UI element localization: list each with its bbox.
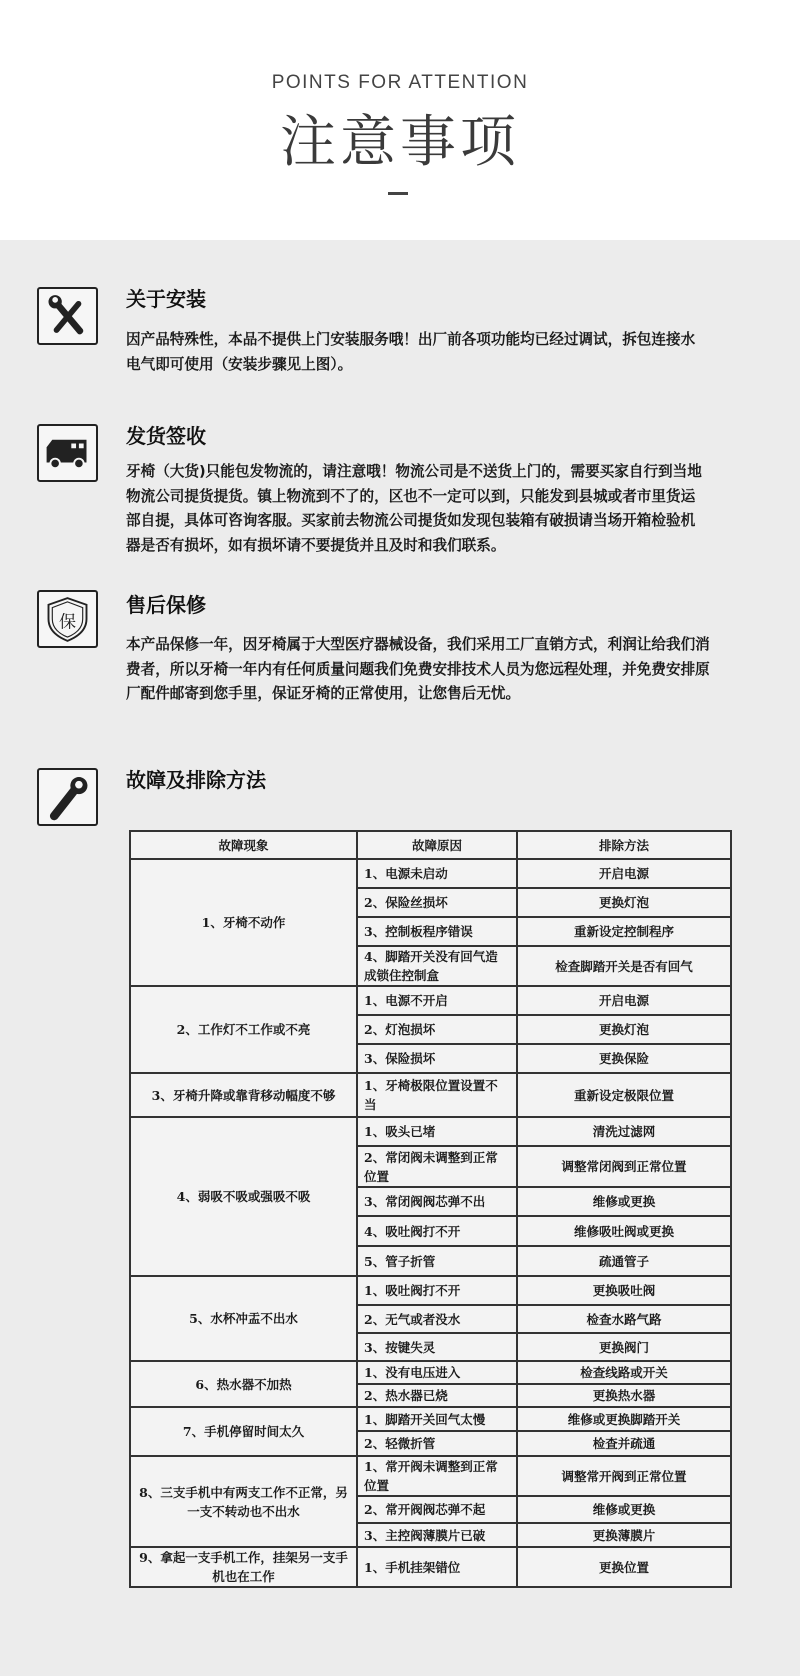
solution-cell: 疏通管子 — [517, 1246, 731, 1276]
cause-cell: 2、热水器已烧 — [357, 1384, 517, 1407]
solution-cell: 检查水路气路 — [517, 1305, 731, 1333]
solution-cell: 检查线路或开关 — [517, 1361, 731, 1384]
text-line: 部自提，具体可咨询客服。买家前去物流公司提货如发现包装箱有破损请当场开箱检验机 — [126, 512, 696, 529]
text-line: 物流公司提货提货。镇上物流到不了的，区也不一定可以到，只能发到县城或者市里货运 — [126, 487, 696, 505]
cause-cell: 1、没有电压进入 — [357, 1361, 517, 1384]
table-row — [130, 1456, 731, 1496]
solution-cell: 调整常闭阀到正常位置 — [517, 1146, 731, 1187]
text-line: 费者，所以牙椅一年内有任何质量问题我们免费安排技术人员为您远程处理，并免费安排原 — [126, 660, 710, 678]
text-line: 牙椅（大货)只能包发物流的，请注意哦！物流公司是不送货上门的，需要买家自行到当地 — [126, 463, 702, 480]
solution-cell: 更换热水器 — [517, 1384, 731, 1407]
cause-cell: 2、轻微折管 — [357, 1431, 517, 1456]
page-subtitle: POINTS FOR ATTENTION — [271, 72, 529, 93]
troubleshooting-table — [129, 830, 732, 1588]
solution-cell: 更换保险 — [517, 1044, 731, 1073]
column-header-solution: 排除方法 — [517, 831, 731, 859]
symptom-cell: 9、拿起一支手机工作，挂架另一支手机也在工作 — [130, 1547, 357, 1587]
cause-cell: 1、吸头已堵 — [357, 1117, 517, 1146]
cause-cell: 2、常开阀阀芯弹不起 — [357, 1496, 517, 1523]
title-divider — [388, 192, 408, 195]
solution-cell: 维修或更换 — [517, 1187, 731, 1216]
cause-cell: 1、电源不开启 — [357, 986, 517, 1015]
table-row — [130, 1547, 731, 1587]
cause-cell: 3、常闭阀阀芯弹不出 — [357, 1187, 517, 1216]
table-row — [130, 859, 731, 888]
table-row — [130, 1407, 731, 1431]
section-title-installation: 关于安装 — [126, 287, 206, 311]
cause-cell: 4、吸吐阀打不开 — [357, 1216, 517, 1246]
solution-cell: 检查脚踏开关是否有回气 — [517, 946, 731, 986]
cause-cell: 4、脚踏开关没有回气造成锁住控制盒 — [357, 946, 517, 986]
text-line: 电气即可使用（安装步骤见上图）。 — [126, 355, 353, 373]
text-line: 因产品特殊性，本品不提供上门安装服务哦！出厂前各项功能均已经过调试，拆包连接水 — [126, 331, 696, 348]
solution-cell: 检查并疏通 — [517, 1431, 731, 1456]
table-row — [130, 986, 731, 1015]
text-line: 本产品保修一年，因牙椅属于大型医疗器械设备，我们采用工厂直销方式，利润让给我们消 — [126, 636, 710, 653]
cause-cell: 2、常闭阀未调整到正常位置 — [357, 1146, 517, 1187]
solution-cell: 更换吸吐阀 — [517, 1276, 731, 1305]
shield-icon — [37, 590, 98, 648]
symptom-cell: 7、手机停留时间太久 — [130, 1407, 357, 1456]
solution-cell: 重新设定控制程序 — [517, 917, 731, 946]
solution-cell: 维修或更换脚踏开关 — [517, 1407, 731, 1431]
cause-cell: 1、吸吐阀打不开 — [357, 1276, 517, 1305]
solution-cell: 更换阀门 — [517, 1333, 731, 1361]
symptom-cell: 2、工作灯不工作或不亮 — [130, 986, 357, 1073]
table-row — [130, 1117, 731, 1146]
section-title-shipping: 发货签收 — [126, 424, 206, 448]
cause-cell: 3、控制板程序错误 — [357, 917, 517, 946]
svg-text:保: 保 — [58, 612, 77, 633]
wrench-icon — [37, 768, 98, 826]
section-title-warranty: 售后保修 — [126, 593, 206, 617]
column-header-cause: 故障原因 — [357, 831, 517, 859]
solution-cell: 更换灯泡 — [517, 888, 731, 917]
text-line: 厂配件邮寄到您手里，保证牙椅的正常使用，让您售后无忧。 — [126, 685, 521, 702]
cause-cell: 1、牙椅极限位置设置不当 — [357, 1073, 517, 1117]
cause-cell: 3、主控阀薄膜片已破 — [357, 1523, 517, 1547]
solution-cell: 更换薄膜片 — [517, 1523, 731, 1547]
solution-cell: 开启电源 — [517, 986, 731, 1015]
solution-cell: 清洗过滤网 — [517, 1117, 731, 1146]
tools-icon — [37, 287, 98, 345]
cause-cell: 3、按键失灵 — [357, 1333, 517, 1361]
cause-cell: 2、灯泡损坏 — [357, 1015, 517, 1044]
cause-cell: 1、脚踏开关回气太慢 — [357, 1407, 517, 1431]
page-title: 注意事项 — [280, 110, 520, 175]
section-title-troubleshooting: 故障及排除方法 — [126, 768, 266, 792]
table-row — [130, 1073, 731, 1117]
solution-cell: 维修或更换 — [517, 1496, 731, 1523]
symptom-cell: 3、牙椅升降或靠背移动幅度不够 — [130, 1073, 357, 1117]
cause-cell: 3、保险损坏 — [357, 1044, 517, 1073]
header-banner — [0, 0, 800, 240]
cause-cell: 2、保险丝损坏 — [357, 888, 517, 917]
cause-cell: 1、手机挂架错位 — [357, 1547, 517, 1587]
solution-cell: 维修吸吐阀或更换 — [517, 1216, 731, 1246]
solution-cell: 调整常开阀到正常位置 — [517, 1456, 731, 1496]
solution-cell: 重新设定极限位置 — [517, 1073, 731, 1117]
solution-cell: 更换灯泡 — [517, 1015, 731, 1044]
cause-cell: 1、常开阀未调整到正常位置 — [357, 1456, 517, 1496]
section-body-shipping — [126, 460, 726, 558]
symptom-cell: 8、三支手机中有两支工作不正常，另一支不转动也不出水 — [130, 1456, 357, 1547]
cause-cell: 1、电源未启动 — [357, 859, 517, 888]
section-body-installation — [126, 328, 726, 377]
van-icon — [37, 424, 98, 482]
column-header-symptom: 故障现象 — [130, 831, 357, 859]
table-row — [130, 1276, 731, 1305]
symptom-cell: 5、水杯冲盂不出水 — [130, 1276, 357, 1361]
solution-cell: 更换位置 — [517, 1547, 731, 1587]
text-line: 器是否有损坏，如有损坏请不要提货并且及时和我们联系。 — [126, 536, 506, 554]
section-body-warranty — [126, 633, 726, 707]
cause-cell: 5、管子折管 — [357, 1246, 517, 1276]
symptom-cell: 1、牙椅不动作 — [130, 859, 357, 986]
solution-cell: 开启电源 — [517, 859, 731, 888]
symptom-cell: 6、热水器不加热 — [130, 1361, 357, 1407]
cause-cell: 2、无气或者没水 — [357, 1305, 517, 1333]
table-row — [130, 1361, 731, 1384]
symptom-cell: 4、弱吸不吸或强吸不吸 — [130, 1117, 357, 1276]
